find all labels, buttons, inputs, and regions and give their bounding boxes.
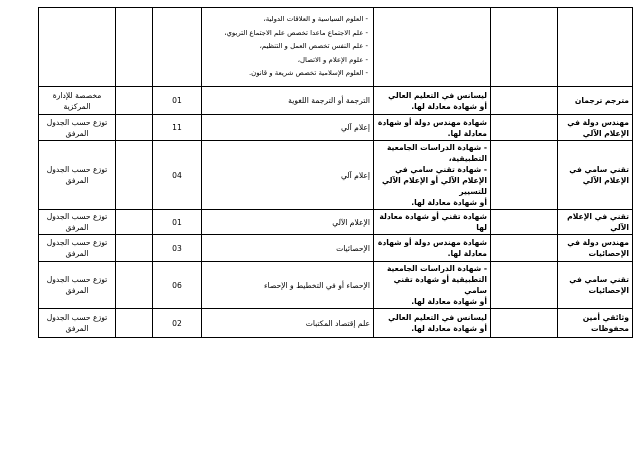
cell-distribution <box>39 8 116 87</box>
cell-empty <box>116 115 153 141</box>
cell-empty <box>491 309 558 338</box>
cell-specialty: علم إقتصاد المكتبات <box>202 309 374 338</box>
cell-qualification <box>374 87 491 115</box>
cell-distribution: مخصصة للإدارة المركزية <box>39 87 116 115</box>
table-row <box>39 309 633 338</box>
cell-empty <box>116 262 153 309</box>
cell-title: تقني سامي في الإعلام الآلي <box>558 141 633 210</box>
cell-specialty: الإحصائيات <box>202 235 374 262</box>
cell-empty <box>116 309 153 338</box>
cell-count: 04 <box>153 141 202 210</box>
cell-distribution: توزع حسب الجدول المرفق <box>39 115 116 141</box>
cell-empty <box>491 8 558 87</box>
cell-qualification <box>374 309 491 338</box>
qualification-line: معادلة لها. <box>447 249 487 258</box>
list-item: - علم الاجتماع ماعدا تخصص علم الاجتماع التربوي، <box>205 27 368 40</box>
cell-empty <box>116 210 153 235</box>
cell-qualification <box>374 235 491 262</box>
cell-qualification <box>374 8 491 87</box>
cell-count: 01 <box>153 210 202 235</box>
cell-count: 06 <box>153 262 202 309</box>
qualification-line: - شهادة الدراسات الجامعية التطبيقية، <box>386 143 487 163</box>
cell-distribution: توزع حسب الجدول المرفق <box>39 309 116 338</box>
table-row <box>39 87 633 115</box>
cell-empty <box>116 87 153 115</box>
cell-empty <box>116 235 153 262</box>
cell-specialization-list <box>202 8 374 87</box>
table-row <box>39 141 633 210</box>
qualification-line: ليسانس في التعليم العالي <box>388 313 487 322</box>
cell-empty <box>116 8 153 87</box>
cell-empty <box>491 87 558 115</box>
cell-title: وثائقي أمين محفوظات <box>558 309 633 338</box>
cell-title <box>558 8 633 87</box>
cell-distribution: توزع حسب الجدول المرفق <box>39 210 116 235</box>
cell-count: 03 <box>153 235 202 262</box>
cell-count: 01 <box>153 87 202 115</box>
qualification-line: شهادة تقني أو شهادة معادلة لها <box>379 212 487 232</box>
cell-empty <box>116 141 153 210</box>
table-row <box>39 235 633 262</box>
qualification-line: شهادة مهندس دولة أو شهادة <box>377 117 487 127</box>
qualification-line: معادلة لها. <box>447 128 487 138</box>
cell-specialty: الترجمة أو الترجمة اللغوية <box>202 87 374 115</box>
cell-distribution: توزع حسب الجدول المرفق <box>39 141 116 210</box>
cell-qualification <box>374 141 491 210</box>
specialization-list <box>205 13 370 80</box>
qualification-line: أو شهادة معادلة لها. <box>411 198 487 207</box>
recruitment-table <box>38 7 633 338</box>
list-item: - العلوم الإسلامية تخصص شريعة و قانون. <box>205 67 368 80</box>
cell-title: مهندس دولة في الإعلام الآلي <box>558 115 633 141</box>
cell-distribution: توزع حسب الجدول المرفق <box>39 235 116 262</box>
cell-empty <box>491 262 558 309</box>
cell-empty <box>491 115 558 141</box>
table-row <box>39 262 633 309</box>
cell-qualification <box>374 262 491 309</box>
cell-empty <box>491 141 558 210</box>
cell-count: 11 <box>153 115 202 141</box>
cell-qualification <box>374 210 491 235</box>
cell-empty <box>491 235 558 262</box>
qualification-line: أو شهادة معادلة لها. <box>411 324 487 333</box>
qualification-line: - شهادة تقني سامي في الإعلام الآلي أو الإعلام الآلي للتسيير <box>381 165 487 196</box>
qualification-line: - شهادة الدراسات الجامعية التطبيقية أو شهادة تقني سامي <box>386 264 487 295</box>
cell-specialty: الإعلام الآلي <box>202 210 374 235</box>
table-row <box>39 115 633 141</box>
cell-distribution: توزع حسب الجدول المرفق <box>39 262 116 309</box>
cell-empty <box>491 210 558 235</box>
cell-count: 02 <box>153 309 202 338</box>
cell-specialty: الإحصاء أو في التخطيط و الإحصاء <box>202 262 374 309</box>
list-item: - علوم الإعلام و الاتصال، <box>205 54 368 67</box>
table-row <box>39 210 633 235</box>
cell-specialty: إعلام آلي <box>202 115 374 141</box>
cell-title: مهندس دولة في الإحصائيات <box>558 235 633 262</box>
cell-title: تقني سامي في الإحصائيات <box>558 262 633 309</box>
qualification-line: أو شهادة معادلة لها. <box>411 297 487 306</box>
qualification-line: شهادة مهندس دولة أو شهادة <box>377 238 487 247</box>
cell-count <box>153 8 202 87</box>
list-item: - علم النفس تخصص العمل و التنظيم، <box>205 40 368 53</box>
qualification-line: ليسانس في التعليم العالي <box>388 90 487 100</box>
cell-specialty: إعلام آلي <box>202 141 374 210</box>
table-row <box>39 8 633 87</box>
cell-title: مترجم ترجمان <box>558 87 633 115</box>
cell-title: تقني في الإعلام الآلي <box>558 210 633 235</box>
cell-qualification <box>374 115 491 141</box>
list-item: - العلوم السياسية و العلاقات الدولية، <box>205 13 368 26</box>
qualification-line: أو شهادة معادلة لها. <box>411 101 487 111</box>
